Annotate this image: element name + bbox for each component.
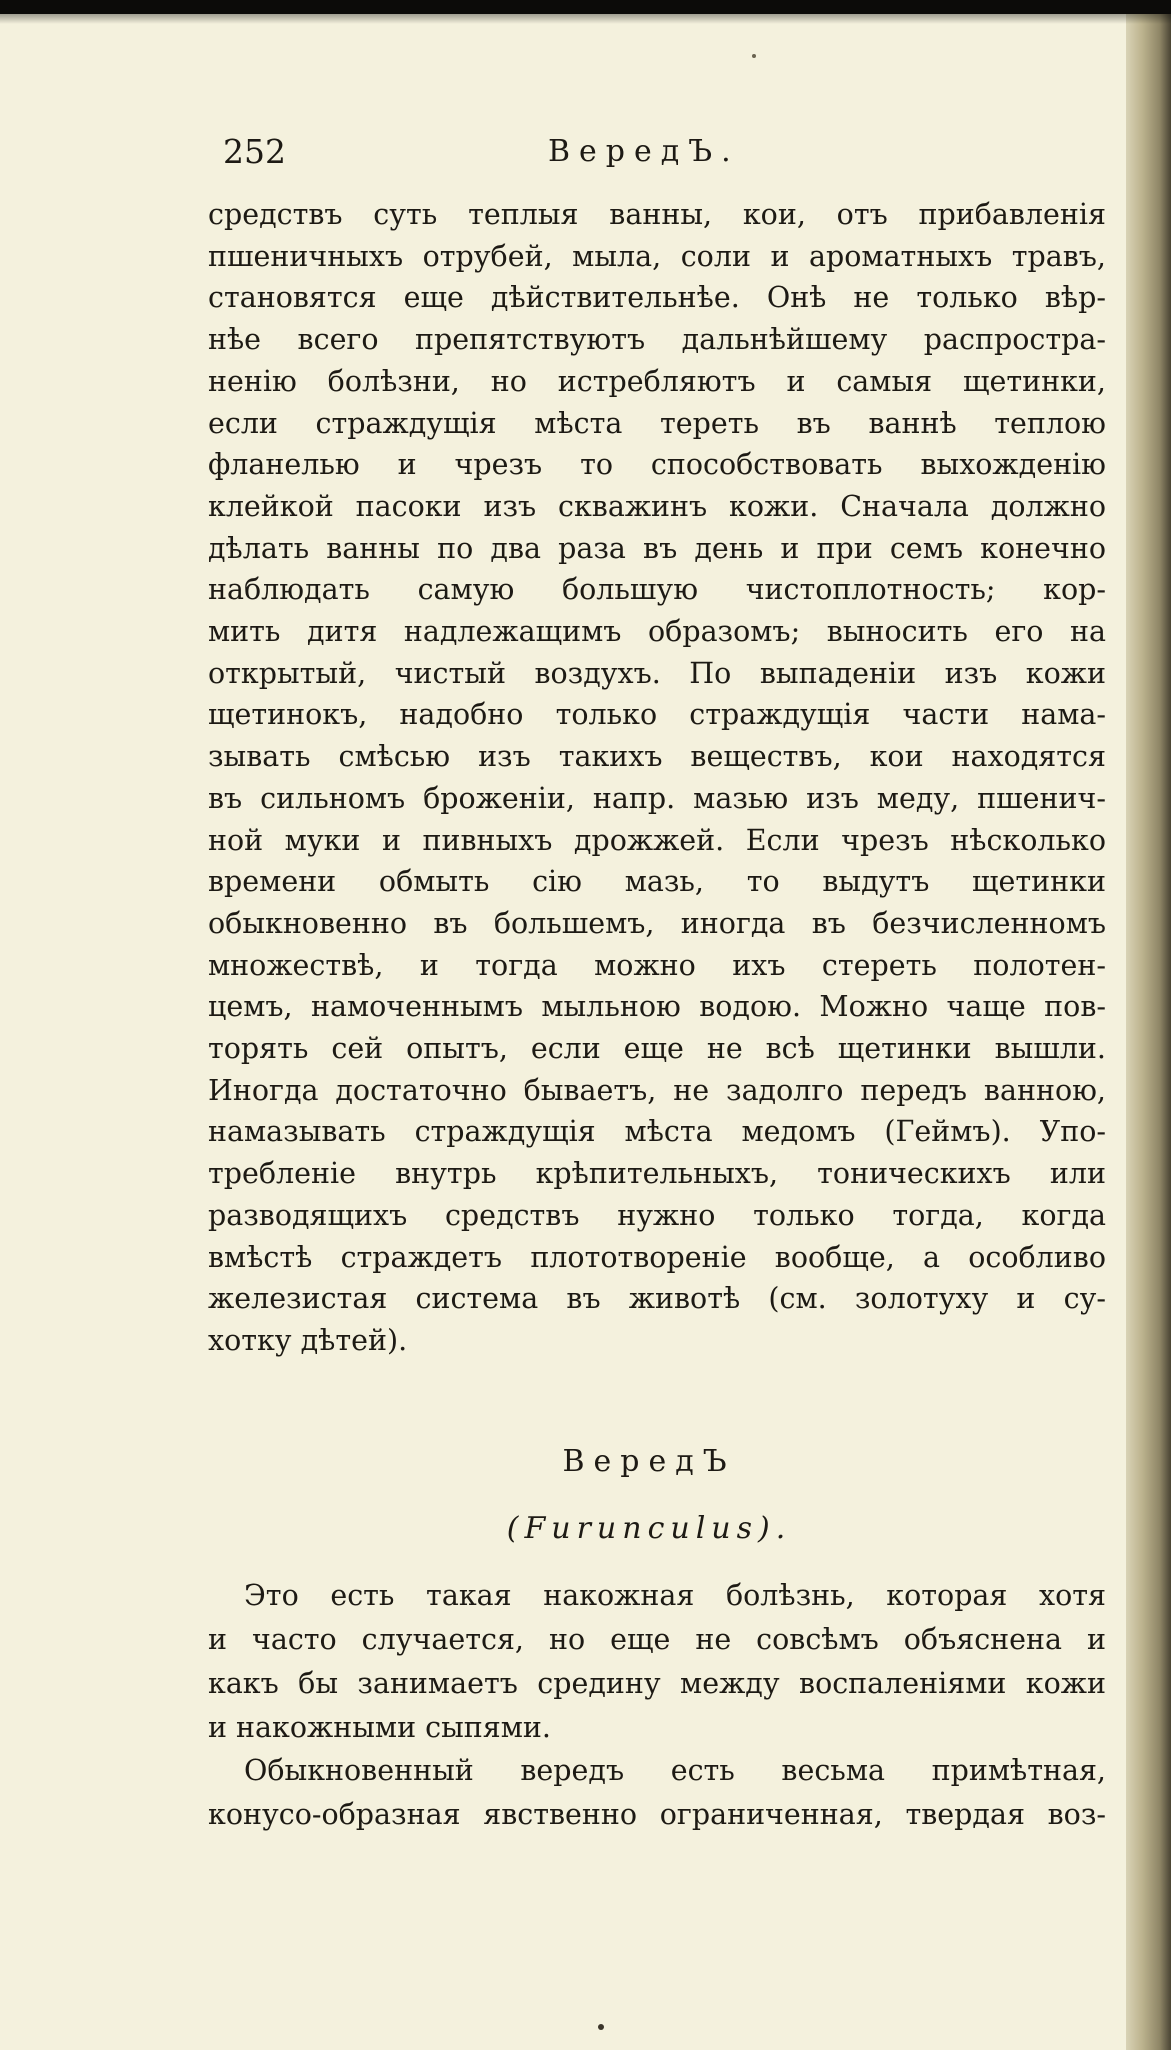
paragraph-1 <box>208 194 1106 1362</box>
text-line: разводящихъ средствъ нужно только тогда, когда <box>208 1198 1106 1232</box>
text-line: пшеничныхъ отрубей, мыла, соли и ароматныхъ травъ, <box>208 239 1106 273</box>
text-line: множествѣ, и тогда можно ихъ стереть полотен- <box>208 948 1106 982</box>
text-line: конусо-образная явственно ограниченная, твердая воз- <box>208 1798 1106 1831</box>
text-line: становятся еще дѣйствительнѣе. Онѣ не только вѣр- <box>208 281 1106 315</box>
text-line: щетинокъ, надобно только страждущія части нама- <box>208 698 1106 732</box>
text-line: ной муки и пивныхъ дрожжей. Если чрезъ нѣсколько <box>208 823 1106 857</box>
paragraph-2 <box>208 1574 1106 1750</box>
text-line: железистая система въ животѣ (см. золотуху и су- <box>208 1282 1106 1316</box>
book-page <box>0 14 1126 2050</box>
text-line: средствъ суть теплыя ванны, кои, отъ прибавленія <box>208 198 1106 231</box>
paragraph-3 <box>208 1749 1106 1837</box>
page-number: 252 <box>223 132 286 171</box>
text-line: мить дитя надлежащимъ образомъ; выносить его на <box>208 615 1106 649</box>
text-line: открытый, чистый воздухъ. По выпаденіи изъ кожи <box>208 656 1106 690</box>
text-line: наблюдать самую большую чистоплотность; кор- <box>208 573 1106 607</box>
text-line: клейкой пасоки изъ скважинъ кожи. Сначала должно <box>208 489 1106 523</box>
text-line: хотку дѣтей). <box>208 1323 408 1357</box>
text-line: и часто случается, но еще не совсѣмъ объяснена и <box>208 1623 1106 1656</box>
text-line: нѣе всего препятствуютъ дальнѣйшему распростра- <box>208 323 1106 357</box>
text-line: если страждущія мѣста тереть въ ваннѣ теплою <box>208 406 1106 440</box>
running-head: ВередЪ. <box>548 134 740 169</box>
text-line: въ сильномъ броженіи, напр. мазью изъ меду, пшенич- <box>208 781 1106 815</box>
top-shadow <box>0 14 1171 24</box>
text-line: и накожными сыпями. <box>208 1711 551 1744</box>
text-line: требленіе внутрь крѣпительныхъ, тоническихъ или <box>208 1157 1106 1191</box>
page-edge <box>1126 14 1171 2050</box>
text-line: фланелью и чрезъ то способствовать выхожденію <box>208 448 1106 482</box>
text-line: какъ бы занимаетъ средину между воспаленіями кожи <box>208 1667 1106 1700</box>
text-line: Обыкновенный вередъ есть весьма примѣтная, <box>244 1754 1106 1787</box>
ink-speck-bottom <box>598 2024 604 2030</box>
text-line: времени обмыть сію мазь, то выдутъ щетинки <box>208 865 1106 899</box>
text-line: торять сей опытъ, если еще не всѣ щетинки вышли. <box>208 1032 1106 1066</box>
text-line: зывать смѣсью изъ такихъ веществъ, кои находятся <box>208 740 1106 774</box>
page-header <box>223 129 923 175</box>
text-line: намазывать страждущія мѣста медомъ (Геймъ). Упо- <box>208 1115 1106 1149</box>
text-line: Это есть такая накожная болѣзнь, которая хотя <box>244 1579 1106 1612</box>
text-line: обыкновенно въ большемъ, иногда въ безчисленномъ <box>208 906 1106 940</box>
ink-speck <box>752 54 756 58</box>
text-line: Иногда достаточно бываетъ, не задолго передъ ванною, <box>208 1073 1106 1107</box>
section-latin-title: (Furunculus). <box>506 1511 792 1546</box>
text-line: цемъ, намоченнымъ мыльною водою. Можно чаще пов- <box>208 990 1106 1024</box>
section-title: ВередЪ <box>562 1444 736 1479</box>
text-line: дѣлать ванны по два раза въ день и при семъ конечно <box>208 531 1106 565</box>
text-line: вмѣстѣ страждетъ плототвореніе вообще, а особливо <box>208 1240 1106 1274</box>
text-line: ненію болѣзни, но истребляютъ и самыя щетинки, <box>208 364 1106 398</box>
